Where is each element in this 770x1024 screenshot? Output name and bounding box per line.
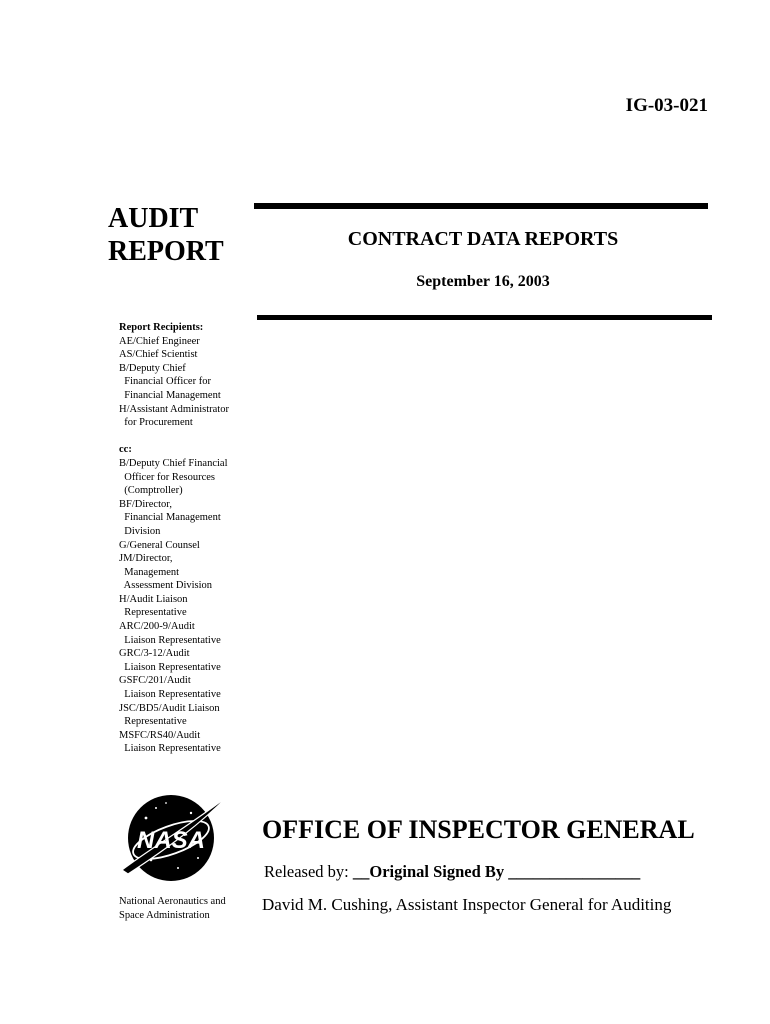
recipient-item: Financial Management (119, 389, 221, 401)
recipient-item: for Procurement (119, 417, 193, 429)
cc-item: Liaison Representative (119, 689, 221, 701)
list-spacer (119, 430, 259, 444)
recipients-list (119, 335, 259, 430)
cc-item: G/General Counsel (119, 539, 200, 551)
cc-item: Management (119, 566, 180, 578)
cc-item: Liaison Representative (119, 743, 221, 755)
nasa-logo-icon (116, 788, 232, 888)
cc-item: Assessment Division (119, 580, 213, 592)
report-date: September 16, 2003 (416, 273, 550, 290)
nasa-logo-text: NASA (136, 827, 206, 854)
released-by-line (264, 862, 640, 882)
recipient-item: B/Deputy Chief (119, 362, 186, 374)
cc-item: Representative (119, 716, 187, 728)
cc-item: H/Audit Liaison (119, 593, 188, 605)
recipient-item: AS/Chief Scientist (119, 349, 198, 361)
bottom-divider-rule (257, 315, 712, 320)
cc-item: GSFC/201/Audit (119, 675, 191, 687)
cc-item: Representative (119, 607, 187, 619)
cc-item: JSC/BD5/Audit Liaison (119, 702, 220, 714)
cc-item: JM/Director, (119, 553, 173, 565)
document-type-line-1: AUDIT (108, 203, 199, 234)
cc-item: B/Deputy Chief Financial (119, 457, 228, 469)
cc-item: Financial Management (119, 512, 221, 524)
cc-item: (Comptroller) (119, 485, 183, 497)
cc-item: BF/Director, (119, 498, 172, 510)
released-by-value: __Original Signed By ________________ (352, 862, 641, 881)
report-title: CONTRACT DATA REPORTS (347, 228, 619, 250)
cc-list (119, 457, 259, 756)
cc-item: Officer for Resources (119, 471, 216, 483)
recipient-item: AE/Chief Engineer (119, 335, 200, 347)
recipient-item: H/Assistant Administrator (119, 403, 229, 415)
agency-name-line-2: Space Administration (119, 910, 210, 921)
signer-name: David M. Cushing, Assistant Inspector General for Auditing (262, 895, 672, 914)
cc-item: Division (119, 525, 161, 537)
recipient-item: Financial Officer for (119, 376, 211, 388)
office-name: OFFICE OF INSPECTOR GENERAL (262, 815, 695, 844)
recipients-heading: Report Recipients: (119, 322, 204, 333)
document-type-heading (108, 202, 224, 268)
cc-item: Liaison Representative (119, 634, 221, 646)
agency-name-line-1: National Aeronautics and (119, 896, 226, 907)
agency-name (119, 895, 226, 923)
report-number: IG-03-021 (625, 95, 708, 116)
released-by-label: Released by: (264, 862, 353, 881)
cc-item: MSFC/RS40/Audit (119, 729, 201, 741)
cc-item: Liaison Representative (119, 661, 221, 673)
cc-item: GRC/3-12/Audit (119, 648, 190, 660)
distribution-list (119, 321, 259, 756)
cc-heading: cc: (119, 444, 132, 456)
top-divider-rule (254, 203, 708, 209)
cc-item: ARC/200-9/Audit (119, 621, 195, 633)
document-type-line-2: REPORT (108, 236, 224, 267)
